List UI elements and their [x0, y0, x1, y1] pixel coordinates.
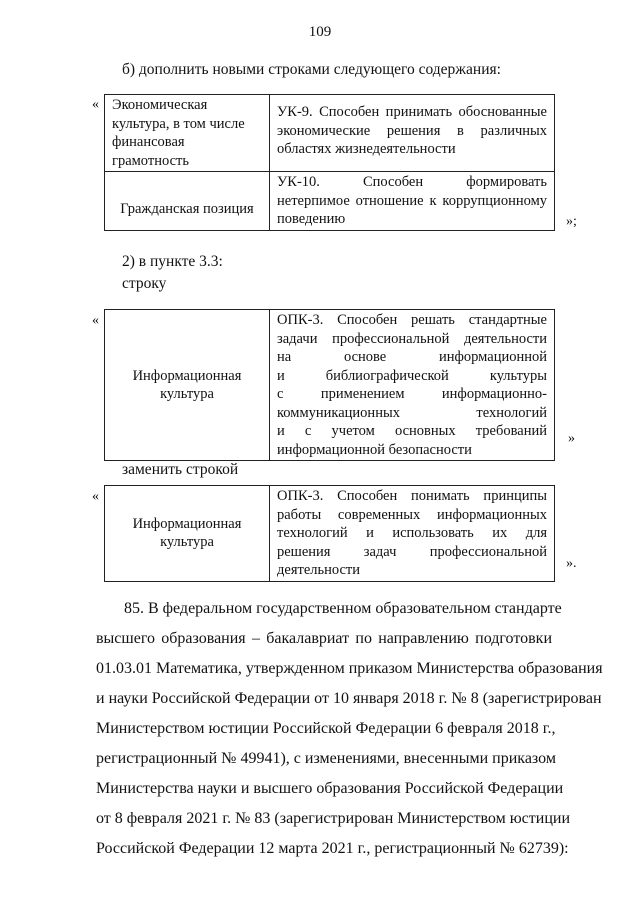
- desc-line: и с учетом основных требований: [277, 423, 547, 439]
- competency-description-cell: [270, 310, 555, 461]
- desc-line: ОПК-3. Способен решать стандартные: [277, 312, 547, 328]
- name-line: Экономическая: [112, 97, 208, 113]
- desc-line: УК-9. Способен принимать обоснованные: [277, 104, 547, 120]
- competency-name-cell: [105, 172, 270, 231]
- name-line: Информационная: [132, 367, 242, 384]
- competency-description-cell: [270, 486, 555, 582]
- desc-line: поведению: [277, 211, 346, 227]
- paragraph-line: от 8 февраля 2021 г. № 83 (зарегистрирован Министерством юстиции: [96, 810, 571, 827]
- name-line: грамотность: [112, 152, 189, 169]
- desc-line: работы современных информационных: [277, 506, 547, 523]
- desc-line: с применением информационно-: [277, 386, 547, 402]
- desc-line: информационной безопасности: [277, 441, 472, 458]
- paragraph-line: 01.03.01 Математика, утвержденном приказом Министерства образования: [96, 660, 603, 677]
- desc-line: коммуникационных технологий: [277, 404, 547, 421]
- competency-description-cell: [270, 172, 555, 231]
- name-line: Гражданская позиция: [120, 201, 254, 217]
- competency-name-cell: [105, 310, 270, 461]
- paragraph-line: высшего образования – бакалавриат по направлению подготовки: [96, 630, 552, 647]
- paragraph-line: Российской Федерации 12 марта 2021 г., регистрационный № 62739):: [96, 840, 569, 857]
- desc-line: экономические решения в различных: [277, 122, 547, 139]
- competency-description-cell: [270, 95, 555, 172]
- paragraph-line: 85. В федеральном государственном образовательном стандарте: [124, 600, 562, 617]
- paragraph-85: [96, 594, 603, 864]
- competency-table-old-row: [104, 309, 555, 461]
- desc-line: ОПК-3. Способен понимать принципы: [277, 488, 547, 504]
- open-quote: «: [92, 313, 99, 328]
- name-line: культура, в том числе: [112, 115, 245, 132]
- desc-line: УК-10. Способен формировать: [277, 174, 547, 190]
- table-row: [105, 95, 555, 172]
- competency-table-new-rows: [104, 94, 555, 231]
- desc-line: деятельности: [277, 562, 361, 578]
- desc-line: и библиографической культуры: [277, 367, 547, 384]
- intro-b-text: б) дополнить новыми строками следующего содержания:: [122, 61, 501, 78]
- paragraph-line: регистрационный № 49941), с изменениями, внесенными приказом: [96, 750, 556, 767]
- desc-line: технологий и использовать их для: [277, 525, 547, 541]
- desc-line: нетерпимое отношение к коррупционному: [277, 192, 547, 209]
- table-row: [105, 172, 555, 231]
- desc-line: задачи профессиональной деятельности: [277, 330, 547, 347]
- open-quote: «: [92, 489, 99, 504]
- paragraph-line: Министерства науки и высшего образования Российской Федерации: [96, 780, 564, 797]
- name-line: Информационная: [132, 515, 242, 532]
- competency-name-cell: [105, 95, 270, 172]
- page-number: 109: [308, 24, 332, 40]
- table-row: [105, 486, 555, 582]
- table-row: [105, 310, 555, 461]
- competency-name-cell: [105, 486, 270, 582]
- open-quote: «: [92, 97, 99, 112]
- close-quote: »;: [566, 214, 577, 229]
- close-quote: ».: [566, 556, 577, 571]
- replace-with-text: заменить строкой: [122, 461, 239, 478]
- desc-line: решения задач профессиональной: [277, 543, 547, 560]
- item-2-text: 2) в пункте 3.3:: [122, 253, 223, 270]
- desc-line: на основе информационной: [277, 349, 547, 365]
- name-line: культура: [160, 534, 214, 551]
- competency-table-replacement-row: [104, 485, 555, 582]
- desc-line: областях жизнедеятельности: [277, 141, 456, 157]
- paragraph-line: и науки Российской Федерации от 10 января 2018 г. № 8 (зарегистрирован: [96, 690, 602, 707]
- name-line: культура: [160, 386, 214, 402]
- row-word: строку: [122, 275, 167, 292]
- paragraph-line: Министерством юстиции Российской Федерации 6 февраля 2018 г.,: [96, 720, 556, 737]
- close-quote: »: [568, 431, 575, 446]
- name-line: финансовая: [112, 134, 185, 150]
